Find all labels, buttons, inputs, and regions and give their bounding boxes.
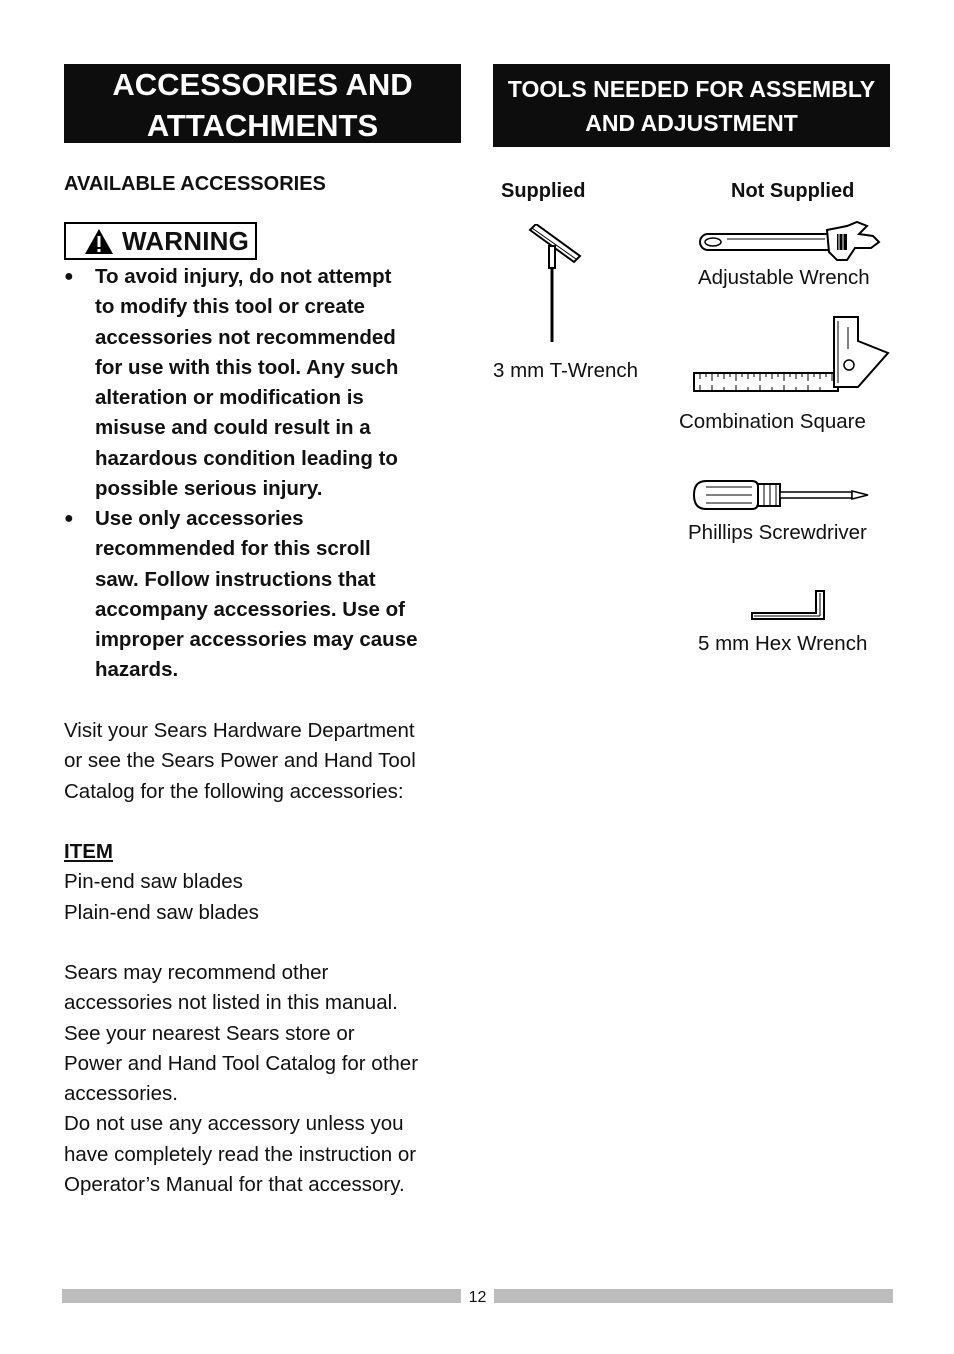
tool-label: Combination Square — [679, 410, 866, 433]
bullet-line: accessories not recommended — [95, 325, 396, 349]
tool-label: 5 mm Hex Wrench — [698, 632, 868, 655]
warning-label-box — [64, 222, 257, 260]
banner-title-line1: TOOLS NEEDED FOR ASSEMBLY — [507, 75, 876, 102]
bullet-line: misuse and could result in a — [95, 416, 371, 440]
bullet-line: possible serious injury. — [95, 477, 323, 501]
supplied-heading: Supplied — [501, 180, 586, 202]
text-line: Catalog for the following accessories: — [64, 779, 404, 803]
text-line: Power and Hand Tool Catalog for other — [64, 1051, 419, 1075]
bullet-line: Use only accessories — [95, 507, 304, 530]
visit-paragraph — [64, 716, 464, 807]
bullet-line: accompany accessories. Use of — [95, 597, 405, 621]
phillips-screwdriver-icon — [692, 478, 872, 512]
item-list — [64, 837, 464, 928]
item-entry: Pin-end saw blades — [64, 870, 243, 894]
available-accessories-heading: AVAILABLE ACCESSORIES — [64, 173, 326, 195]
bullet-line: To avoid injury, do not attempt — [95, 265, 392, 288]
tools-needed-banner — [493, 64, 890, 147]
text-line: Visit your Sears Hardware Department — [64, 719, 415, 742]
closing-paragraph — [64, 958, 464, 1200]
text-line: Sears may recommend other — [64, 961, 329, 984]
accessories-banner — [64, 64, 461, 143]
bullet-line: improper accessories may cause — [95, 628, 418, 652]
footer-bar-left — [62, 1289, 461, 1303]
bullet-dot-icon: ● — [64, 510, 74, 527]
item-entry: Plain-end saw blades — [64, 900, 259, 924]
warning-text: WARNING — [122, 225, 250, 256]
hex-wrench-icon — [750, 589, 826, 621]
t-wrench-icon — [524, 224, 584, 346]
warning-bullet-1 — [64, 262, 464, 507]
text-line: Do not use any accessory unless you — [64, 1112, 404, 1136]
tool-label: Phillips Screwdriver — [688, 521, 867, 544]
page-number: 12 — [468, 1289, 487, 1306]
text-line: Operator’s Manual for that accessory. — [64, 1173, 405, 1197]
not-supplied-heading: Not Supplied — [731, 180, 855, 202]
banner-title-line1: ACCESSORIES AND — [112, 66, 413, 102]
text-line: have completely read the instruction or — [64, 1142, 417, 1166]
text-line: accessories. — [64, 1082, 178, 1106]
bullet-line: hazards. — [95, 658, 179, 682]
bullet-line: hazardous condition leading to — [95, 446, 398, 470]
tool-label: 3 mm T-Wrench — [493, 359, 639, 382]
item-heading: ITEM — [64, 840, 113, 863]
bullet-line: for use with this tool. Any such — [95, 355, 399, 379]
text-line: See your nearest Sears store or — [64, 1021, 355, 1045]
warning-triangle-icon — [84, 228, 114, 255]
footer-bar-right — [494, 1289, 893, 1303]
banner-title-line2: ATTACHMENTS — [146, 107, 379, 143]
bullet-line: alteration or modification is — [95, 386, 364, 410]
warning-bullet-2 — [64, 504, 464, 689]
combination-square-icon — [692, 315, 890, 397]
tool-label: Adjustable Wrench — [698, 266, 870, 289]
bullet-line: to modify this tool or create — [95, 295, 365, 319]
adjustable-wrench-icon — [697, 220, 881, 264]
banner-title-line2: AND ADJUSTMENT — [585, 109, 798, 136]
text-line: accessories not listed in this manual. — [64, 991, 398, 1015]
bullet-line: recommended for this scroll — [95, 537, 371, 561]
bullet-dot-icon: ● — [64, 268, 74, 285]
bullet-line: saw. Follow instructions that — [95, 567, 376, 591]
text-line: or see the Sears Power and Hand Tool — [64, 749, 416, 773]
